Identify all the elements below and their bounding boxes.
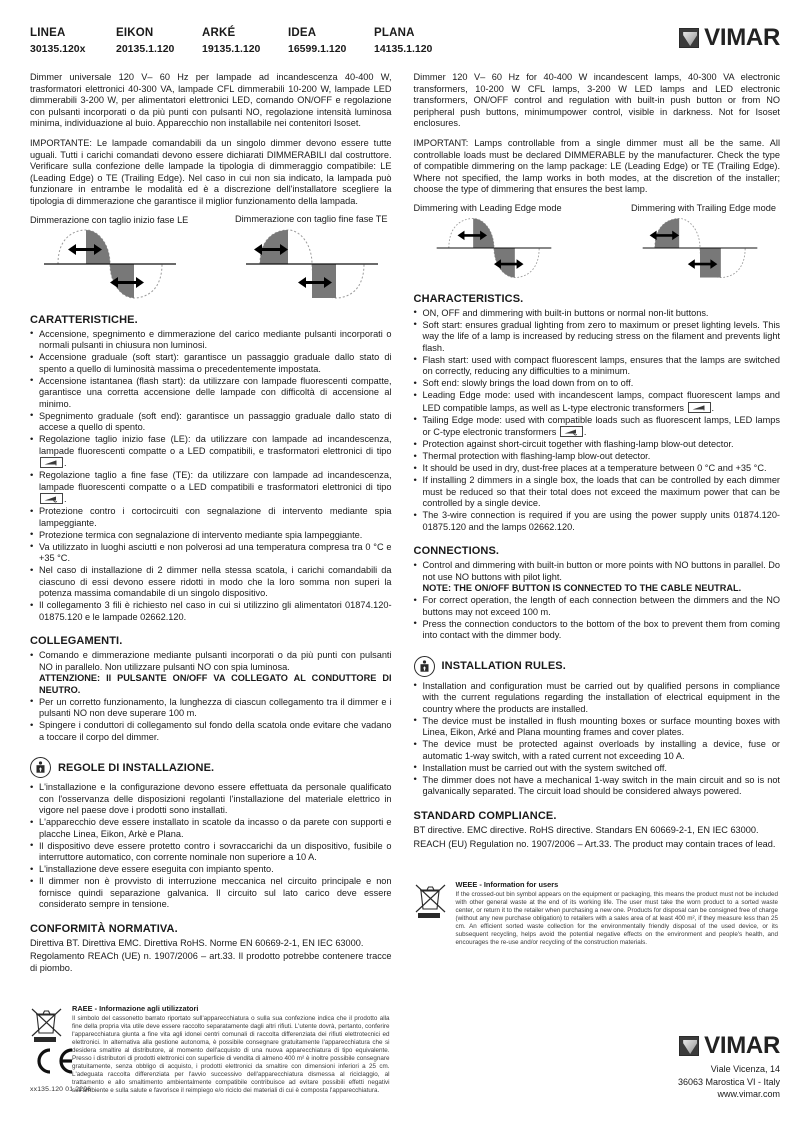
- compliance-line1-en: BT directive. EMC directive. RoHS directive. Standars EN 60669-2-1, EN IEC 63000.: [413, 824, 759, 835]
- list-item: • Protection against short-circuit together with flashing-lamp blow-out detector.: [414, 439, 780, 451]
- address-city: 36063 Marostica VI - Italy: [677, 1076, 780, 1087]
- vimar-logo-footer: [678, 1032, 780, 1060]
- company-address: [678, 1063, 780, 1101]
- product-column-plana: [374, 26, 460, 57]
- vimar-chevron-icon: [679, 28, 699, 48]
- list-item: • Press the connection conductors to the bottom of the box to prevent them from coming into contact with the dimmer body.: [414, 619, 780, 642]
- waveform-diagrams-en: [414, 215, 780, 281]
- raee-title-it: RAEE - Informazione agli utilizzatori: [72, 1004, 199, 1014]
- installer-person-icon: [414, 656, 435, 677]
- column-italian: [30, 72, 392, 1095]
- list-item-text: Comando e dimmerazione mediante pulsanti incorporati o da più punti con pulsanti NO in parallelo. Non utilizzare pulsanti NO con spia luminosa.: [39, 650, 392, 672]
- important-paragraph-it: IMPORTANTE: Le lampade comandabili da un singolo dimmer devono essere tutte uguali. Tutti i carichi comandati devono essere dichiarati DIMMERABILI dal costruttore. Verificare sulla confezione delle lampade la tipologia di dimmeraggio compatibile: LE (Leading Edge) o TE (Trailing Edge). Nel caso in cui non sia indicato, la lampada può funzionare in entrambe le modalità ed è a discrezione dell'installatore scegliere la tipologia di dimmerazione che garantisce il miglior funzionamento della lampada.: [30, 137, 392, 206]
- waveform-diagrams-it: [30, 226, 392, 302]
- vimar-wordmark: VIMAR: [704, 1032, 780, 1059]
- leading-edge-transformer-icon: [688, 402, 711, 413]
- list-item: • Il dimmer non è provvisto di interruzione meccanica nel circuito principale e non fornisce quindi separazione galvanica. Il circuito sul lato carico deve essere considerato sempre in tensione.: [30, 876, 392, 911]
- list-item-text: Tailing Edge mode: used with compatible loads such as fluorescent lamps, LED lamps or C-type electronic transformers: [422, 414, 780, 438]
- document-header: [0, 0, 802, 72]
- install-rules-title-it: REGOLE DI INSTALLAZIONE.: [58, 761, 215, 774]
- product-column-eikon: [116, 26, 202, 57]
- list-item: • ON, OFF and dimmering with built-in buttons or normal non-lit buttons.: [414, 308, 780, 320]
- product-name: EIKON: [116, 27, 154, 39]
- list-item: • Flash start: used with compact fluorescent lamps, ensures that the lamps are switched on correctly, reducing any difficulties to a minimum.: [414, 355, 780, 378]
- intro-paragraph-it: Dimmer universale 120 V– 60 Hz per lampade ad incandescenza 40-400 W, trasformatori elettronici 40-300 VA, lampade CFL dimmerabili 10-200 W, lampade LED dimmerabili 3-200 W, per alimentatori elettronici LED, comando ON/OFF e regolazione con pulsanti incorporati o da più punti con pulsanti NO, regolazione intensità luminosa minima, individuazione al buio. Apparecchio non installabile nei contenitori Isoset.: [30, 72, 392, 129]
- list-item: • Regolazione taglio inizio fase (LE): da utilizzare con lampade ad incandescenza, lampade fluorescenti compatte o a LED compatibili, e trasformatori elettronici di tipo .: [30, 434, 392, 470]
- install-rules-list-en: [414, 681, 780, 798]
- product-name: PLANA: [374, 27, 415, 39]
- list-item: • L'apparecchio deve essere installato in scatole da incasso o da parete con supporti e placche Linea, Eikon, Arkè e Plana.: [30, 817, 392, 840]
- product-code: 14135.1.120: [374, 43, 433, 55]
- waveform-leading-edge-en: [414, 215, 574, 281]
- install-rules-heading-it: [30, 757, 392, 778]
- weee-title-en: WEEE - Information for users: [455, 880, 559, 890]
- installer-glyph: [34, 761, 47, 774]
- list-item: • The 3-wire connection is required if you are using the power supply units 01874.120-01875.120 and the lamps 02662.120.: [414, 510, 780, 533]
- compliance-line1-it: Direttiva BT. Direttiva EMC. Direttiva RoHS. Norme EN 60669-2-1, EN IEC 63000.: [30, 937, 364, 948]
- compliance-title-en: STANDARD COMPLIANCE.: [413, 809, 557, 822]
- waveform-label-te-en: Dimmering with Trailing Edge mode: [630, 202, 776, 213]
- address-street: Viale Vicenza, 14: [710, 1064, 780, 1074]
- list-item: [30, 650, 392, 696]
- vimar-logo: [679, 24, 780, 52]
- list-item: • Tailing Edge mode: used with compatible loads such as fluorescent lamps, LED lamps or C-type electronic transformers .: [414, 415, 780, 439]
- list-item: • Protezione contro i cortocircuiti con segnalazione di intervento mediante spia lampeggiante.: [30, 506, 392, 529]
- list-item: • Leading Edge mode: used with incandescent lamps, compact fluorescent lamps and LED compatible lamps, as well as L-type electronic transformers .: [414, 390, 780, 414]
- product-column-idea: [288, 26, 374, 57]
- weee-block-en: [414, 880, 780, 947]
- list-item: • The device must be protected against overloads by installing a device, fuse or automatic 1-way switch, with a rated current not exceeding 10 A.: [414, 739, 780, 762]
- list-item: • Spingere i conduttori di collegamento sul fondo della scatola onde evitare che vadano a toccare il corpo del dimmer.: [30, 720, 392, 743]
- footer-company-info: [678, 1032, 780, 1101]
- product-name: LINEA: [30, 27, 66, 39]
- product-column-arke: [202, 26, 288, 57]
- waveform-label-le-it: Dimmerazione con taglio inizio fase LE: [30, 214, 189, 225]
- list-item: • Accensione graduale (soft start): garantisce un passaggio graduale dallo stato di spento a quello di luminosità massima o precedentemente impostata.: [30, 352, 392, 375]
- installer-person-icon: [30, 757, 51, 778]
- connections-title-it: COLLEGAMENTI.: [30, 635, 123, 648]
- list-item: • Il collegamento 3 fili è richiesto nel caso in cui si utilizzino gli alimentatori 01874.120-01875.120 e le lampade 02662.120.: [30, 600, 392, 623]
- trailing-edge-transformer-icon: [560, 426, 583, 437]
- list-item: • Accensione, spegnimento e dimmerazione del carico mediante pulsanti incorporati o normali pulsanti in chiusura non luminosi.: [30, 329, 392, 352]
- list-item: • Il dispositivo deve essere protetto contro i sovraccarichi da un dispositivo, fusibile o interruttore automatico, con corrente nominale non superiore a 10 A.: [30, 841, 392, 864]
- installer-glyph: [418, 660, 431, 673]
- ce-glyph: [33, 1046, 75, 1076]
- leading-edge-transformer-icon: [40, 457, 63, 468]
- waveform-label-te-it: Dimmerazione con taglio fine fase TE: [235, 213, 388, 224]
- waveform-trailing-edge-en: [620, 215, 780, 281]
- connections-warning-it: ATTENZIONE: Il PULSANTE ON/OFF VA COLLEGATO AL CONDUTTORE DI NEUTRO.: [39, 673, 392, 695]
- compliance-line2-it: Regolamento REACh (UE) n. 1907/2006 – art.33. Il prodotto potrebbe contenere tracce di piombo.: [30, 951, 392, 973]
- trailing-edge-transformer-icon: [40, 493, 63, 504]
- install-rules-list-it: [30, 782, 392, 911]
- list-item: • L'installazione deve essere eseguita con impianto spento.: [30, 864, 392, 876]
- vimar-wordmark: VIMAR: [704, 24, 780, 51]
- compliance-line2-en: REACH (EU) Regulation no. 1907/2006 – Art.33. The product may contain traces of lead.: [413, 838, 776, 849]
- list-item-text: Leading Edge mode: used with incandescent lamps, compact fluorescent lamps and LED compatible lamps, as well as L-type electronic transformers: [422, 390, 780, 413]
- list-item: • Installation must be carried out with the system switched off.: [414, 763, 780, 775]
- ce-mark-icon: [33, 1046, 75, 1081]
- weee-text-en: If the crossed-out bin symbol appears on the equipment or packaging, this means the product must not be included with other general waste at the end of its working life. The user must take the worn product to a sorted waste center, or return it to the retailer when purchasing a new one. Products for disposal can be consigned free of charge (without any new purchase obligation) to retailers with a sales area of at least 400 m², if they measure less than 25 cm. An efficient sorted waste collection for the environmentally friendly disposal of the used device, or its subsequent recycling, helps avoid the potential negative effects on the environment and people's health, and encourages the re-use and/or recycling of the construction materials.: [455, 891, 778, 947]
- product-code-table: [30, 26, 460, 57]
- connections-title-en: CONNECTIONS.: [413, 545, 500, 558]
- product-code: 30135.120x: [30, 43, 86, 55]
- list-item-text: Regolazione taglio inizio fase (LE): da utilizzare con lampade ad incandescenza, lampade fluorescenti compatte o a LED compatibili, e trasformatori elettronici di tipo: [39, 434, 392, 456]
- list-item: • Va utilizzato in luoghi asciutti e non polverosi ad una temperatura compresa tra 0 °C e +35 °C.: [30, 542, 392, 565]
- product-column-linea: [30, 26, 116, 57]
- content-columns: [0, 72, 802, 1095]
- characteristics-list-it: [30, 329, 392, 624]
- waveform-trailing-edge-it: [232, 226, 392, 302]
- list-item: • If installing 2 dimmers in a single box, the loads that can be controlled by each dimmer must be reduced so that their total does not exceed the maximum power that can be controlled by a single device.: [414, 475, 780, 510]
- product-code: 20135.1.120: [116, 43, 175, 55]
- list-item: • Nel caso di installazione di 2 dimmer nella stessa scatola, i carichi comandabili da ciascuno di essi devono essere ridotti in modo che la loro somma non superi la potenza massima comandabile di un singolo dispositivo.: [30, 565, 392, 600]
- column-english: [414, 72, 780, 1095]
- list-item: [414, 560, 780, 595]
- waveform-labels-en: [414, 203, 780, 213]
- crossed-out-bin-glyph: [414, 882, 448, 922]
- list-item: • L'installazione e la configurazione devono essere effettuata da personale qualificato con l'osservanza delle disposizioni regolanti l'installazione del materiale elettrico in vigore nel paese dove i prodotti sono installati.: [30, 782, 392, 817]
- install-rules-heading-en: [414, 656, 780, 677]
- important-paragraph-en: IMPORTANT: Lamps controllable from a single dimmer must all be the same. All controllable loads must be declared DIMMERABLE by the manufacturer. Check the type of compatible dimmering on the lamp package: LE (Leading Edge) or TE (Trailing Edge). Where not specified, the lamp works in both modes, at the discretion of the installer; choose the type of dimmering that ensures the best lamp.: [413, 137, 780, 195]
- list-item: • The device must be installed in flush mounting boxes or surface mounting boxes with Linea, Eikon, Arké and Plana mounting frames and cover plates.: [414, 716, 780, 739]
- document-footer: [0, 1024, 802, 1134]
- list-item: • Soft end: slowly brings the load down from on to off.: [414, 378, 780, 390]
- list-item: • Per un corretto funzionamento, la lunghezza di ciascun collegamento tra il dimmer e i pulsanti NO non deve superare 100 m.: [30, 697, 392, 720]
- product-code: 19135.1.120: [202, 43, 261, 55]
- list-item-text: Regolazione taglio a fine fase (TE): da utilizzare con lampade ad incandescenza, lampade fluorescenti compatte o a LED compatibili e trasformatori elettronici di tipo: [39, 470, 392, 492]
- list-item: • Thermal protection with flashing-lamp blow-out detector.: [414, 451, 780, 463]
- list-item: • The dimmer does not have a mechanical 1-way switch in the main circuit and so is not galvanically separated. The circuit load should be considered always powered.: [414, 775, 780, 798]
- vimar-chevron-icon: [679, 1036, 699, 1056]
- list-item: • Regolazione taglio a fine fase (TE): da utilizzare con lampade ad incandescenza, lampade fluorescenti compatte o a LED compatibili e trasformatori elettronici di tipo .: [30, 470, 392, 506]
- list-item: • It should be used in dry, dust-free places at a temperature between 0 °C and +35 °C.: [414, 463, 780, 475]
- waveform-label-le-en: Dimmering with Leading Edge mode: [413, 202, 562, 213]
- company-website: www.vimar.com: [717, 1089, 780, 1099]
- list-item: • For correct operation, the length of each connection between the dimmers and the NO buttons may not exceed 100 m.: [414, 595, 780, 618]
- product-name: IDEA: [288, 27, 317, 39]
- connections-list-en: [414, 560, 780, 642]
- connections-list-it: [30, 650, 392, 743]
- document-code: xx135.120 01 2206: [30, 1086, 92, 1093]
- product-code: 16599.1.120: [288, 43, 347, 55]
- compliance-title-it: CONFORMITÀ NORMATIVA.: [30, 922, 178, 935]
- list-item-text: Control and dimmering with built-in button or more points with NO buttons in parallel. Do not use NO buttons with pilot light.: [422, 560, 780, 582]
- list-item: • Spegnimento graduale (soft end): garantisce un passaggio graduale dallo stato di accese a quello di spento.: [30, 411, 392, 434]
- intro-paragraph-en: Dimmer 120 V– 60 Hz for 40-400 W incandescent lamps, 40-300 VA electronic transformers, 10-200 W CFL lamps, 3-200 W LED lamps and LED electronic transformers, ON/OFF control and regulation with built-in push button or from NO peripheral push buttons, minimumpower control, visible in darkness. Not for Isoset enclosures.: [413, 72, 780, 129]
- product-name: ARKÉ: [202, 27, 236, 39]
- install-rules-title-en: INSTALLATION RULES.: [441, 660, 566, 673]
- list-item: • Installation and configuration must be carried out by qualified persons in compliance with the current regulations regarding the installation of electrical equipment in the country where the products are installed.: [414, 681, 780, 716]
- crossed-out-bin-icon: [414, 880, 448, 947]
- raee-text-it: Il simbolo del cassonetto barrato riportato sull'apparecchiatura o sulla sua confezione indica che il prodotto alla fine della propria vita utile deve essere raccolto separatamente dagli altri rifiuti. L'utente dovrà, pertanto, conferire l'apparecchiatura giunta a fine vita agli idonei centri comunali di raccolta differenziata dei rifiuti elettrotecnici ed elettronici. In alternativa alla gestione autonoma, è possibile consegnare gratuitamente l'apparecchiatura che si desidera smaltire al distributore, al momento dell'acquisto di una nuova apparecchiatura di tipo equivalente. Presso i distributori di prodotti elettronici con superficie di vendita di almeno 400 m² è inoltre possibile consegnare gratuitamente, senza obbligo di acquisto, i prodotti elettronici da smaltire con dimensioni inferiori a 25 cm. L'adeguata raccolta differenziata per l'avvio successivo dell'apparecchiatura dismessa al riciclaggio, al trattamento e allo smaltimento ambientalmente compatibile contribuisce ad evitare possibili effetti negativi sull'ambiente e sulla salute e favorisce il reimpiego e/o riciclo dei materiali di cui è composta l'apparecchiatura.: [72, 1015, 390, 1095]
- list-item: • Protezione termica con segnalazione di intervento mediante spia lampeggiante.: [30, 530, 392, 542]
- characteristics-title-en: CHARACTERISTICS.: [413, 292, 524, 305]
- list-item: • Accensione istantanea (flash start): da utilizzare con lampade fluorescenti compatte, garantisce una corretta accensione delle lampade con difficoltà di accensione al minimo.: [30, 376, 392, 411]
- weee-text-block-en: [456, 880, 778, 947]
- characteristics-title-it: CARATTERISTICHE.: [30, 313, 138, 326]
- list-item: • Soft start: ensures gradual lighting from zero to maximum or preset lighting levels. This way the life of a lamp is increased by reducing stress on the filament and prevents light flash.: [414, 320, 780, 355]
- connections-note-en: NOTE: THE ON/OFF BUTTON IS CONNECTED TO THE CABLE NEUTRAL.: [422, 583, 742, 594]
- characteristics-list-en: [414, 308, 780, 534]
- waveform-leading-edge-it: [30, 226, 190, 302]
